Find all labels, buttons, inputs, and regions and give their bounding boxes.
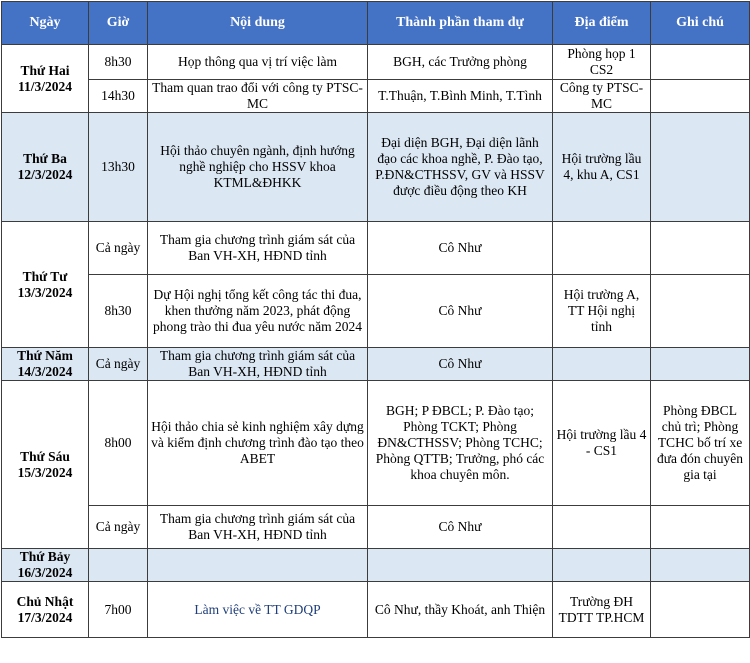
day-date: 13/3/2024 xyxy=(17,284,73,300)
event-participants: T.Thuận, T.Bình Minh, T.Tình xyxy=(368,80,553,113)
table-row xyxy=(2,80,750,113)
event-content: Họp thông qua vị trí việc làm xyxy=(148,45,368,80)
table-row xyxy=(2,549,750,582)
event-location: Hội trường lầu 4, khu A, CS1 xyxy=(553,113,651,222)
header-time: Giờ xyxy=(89,2,148,45)
day-date: 11/3/2024 xyxy=(17,78,72,94)
table-row xyxy=(2,381,750,506)
table-row xyxy=(2,45,750,80)
header-participants: Thành phần tham dự xyxy=(368,2,553,45)
event-participants: Cô Như, thầy Khoát, anh Thiện xyxy=(368,582,553,638)
event-note xyxy=(651,582,750,638)
table-row xyxy=(2,222,750,275)
event-note xyxy=(651,222,750,275)
day-name: Thứ Năm xyxy=(17,348,73,363)
table-row xyxy=(2,582,750,638)
event-note xyxy=(651,113,750,222)
event-time xyxy=(89,549,148,582)
event-content: Hội thảo chuyên ngành, định hướng nghề nghiệp cho HSSV khoa KTML&ĐHKK xyxy=(148,113,368,222)
event-note xyxy=(651,506,750,549)
event-location: Phòng họp 1 CS2 xyxy=(553,45,651,80)
event-time: 8h00 xyxy=(89,381,148,506)
event-location xyxy=(553,348,651,381)
event-content: Tham quan trao đổi với công ty PTSC-MC xyxy=(148,80,368,113)
event-location xyxy=(553,506,651,549)
event-location: Hội trường lầu 4 - CS1 xyxy=(553,381,651,506)
weekly-schedule-table xyxy=(1,1,750,638)
day-name: Chủ Nhật xyxy=(16,593,74,609)
event-note xyxy=(651,45,750,80)
event-time: 13h30 xyxy=(89,113,148,222)
day-date: 14/3/2024 xyxy=(17,364,73,379)
day-cell-monday xyxy=(2,45,89,113)
day-date: 17/3/2024 xyxy=(17,609,73,625)
event-time: Cả ngày xyxy=(89,348,148,381)
event-content xyxy=(148,549,368,582)
day-name: Thứ Bảy xyxy=(19,549,71,564)
event-note: Phòng ĐBCL chủ trì; Phòng TCHC bố trí xe đưa đón chuyên gia tại xyxy=(651,381,750,506)
day-cell-wednesday xyxy=(2,222,89,348)
day-name: Thứ Hai xyxy=(20,62,70,78)
event-note xyxy=(651,549,750,582)
event-content: Dự Hội nghị tổng kết công tác thi đua, khen thưởng năm 2023, phát động phong trào thi đua yêu nước năm 2024 xyxy=(148,275,368,348)
event-note xyxy=(651,348,750,381)
event-location: Trường ĐH TDTT TP.HCM xyxy=(553,582,651,638)
event-note xyxy=(651,80,750,113)
event-time: Cả ngày xyxy=(89,222,148,275)
table-row xyxy=(2,275,750,348)
event-content: Hội thảo chia sẻ kinh nghiệm xây dựng và kiểm định chương trình đào tạo theo ABET xyxy=(148,381,368,506)
day-date: 16/3/2024 xyxy=(17,565,73,580)
event-time: 7h00 xyxy=(89,582,148,638)
header-row xyxy=(2,2,750,45)
day-name: Thứ Sáu xyxy=(20,448,70,464)
event-time: Cả ngày xyxy=(89,506,148,549)
event-participants: Cô Như xyxy=(368,222,553,275)
table-row xyxy=(2,348,750,381)
table-row xyxy=(2,113,750,222)
event-time: 8h30 xyxy=(89,275,148,348)
event-time: 8h30 xyxy=(89,45,148,80)
header-content: Nội dung xyxy=(148,2,368,45)
day-cell-tuesday xyxy=(2,113,89,222)
day-date: 15/3/2024 xyxy=(17,464,73,480)
event-content: Tham gia chương trình giám sát của Ban VH-XH, HĐND tỉnh xyxy=(148,348,368,381)
event-location: Hội trường A, TT Hội nghị tỉnh xyxy=(553,275,651,348)
event-content: Tham gia chương trình giám sát của Ban VH-XH, HĐND tỉnh xyxy=(148,506,368,549)
event-time: 14h30 xyxy=(89,80,148,113)
header-location: Địa điểm xyxy=(553,2,651,45)
event-location xyxy=(553,549,651,582)
event-participants: Cô Như xyxy=(368,275,553,348)
event-note xyxy=(651,275,750,348)
event-participants: Cô Như xyxy=(368,348,553,381)
table-row xyxy=(2,506,750,549)
day-name: Thứ Ba xyxy=(23,151,67,166)
day-cell-saturday xyxy=(2,549,89,582)
event-participants: Cô Như xyxy=(368,506,553,549)
event-location: Công ty PTSC-MC xyxy=(553,80,651,113)
day-cell-friday xyxy=(2,381,89,549)
event-participants: BGH, các Trưởng phòng xyxy=(368,45,553,80)
header-note: Ghi chú xyxy=(651,2,750,45)
event-location xyxy=(553,222,651,275)
event-content: Tham gia chương trình giám sát của Ban VH-XH, HĐND tỉnh xyxy=(148,222,368,275)
day-date: 12/3/2024 xyxy=(17,167,73,182)
event-content: Làm việc về TT GDQP xyxy=(148,582,368,638)
event-participants: Đại diện BGH, Đại diện lãnh đạo các khoa nghề, P. Đào tạo, P.ĐN&CTHSSV, GV và HSSV được điều động theo KH xyxy=(368,113,553,222)
day-cell-thursday xyxy=(2,348,89,381)
event-participants xyxy=(368,549,553,582)
day-cell-sunday xyxy=(2,582,89,638)
header-day: Ngày xyxy=(2,2,89,45)
day-name: Thứ Tư xyxy=(22,268,68,284)
event-participants: BGH; P ĐBCL; P. Đào tạo; Phòng TCKT; Phòng ĐN&CTHSSV; Phòng TCHC; Phòng QTTB; Trưởng, phó các khoa chuyên môn. xyxy=(368,381,553,506)
